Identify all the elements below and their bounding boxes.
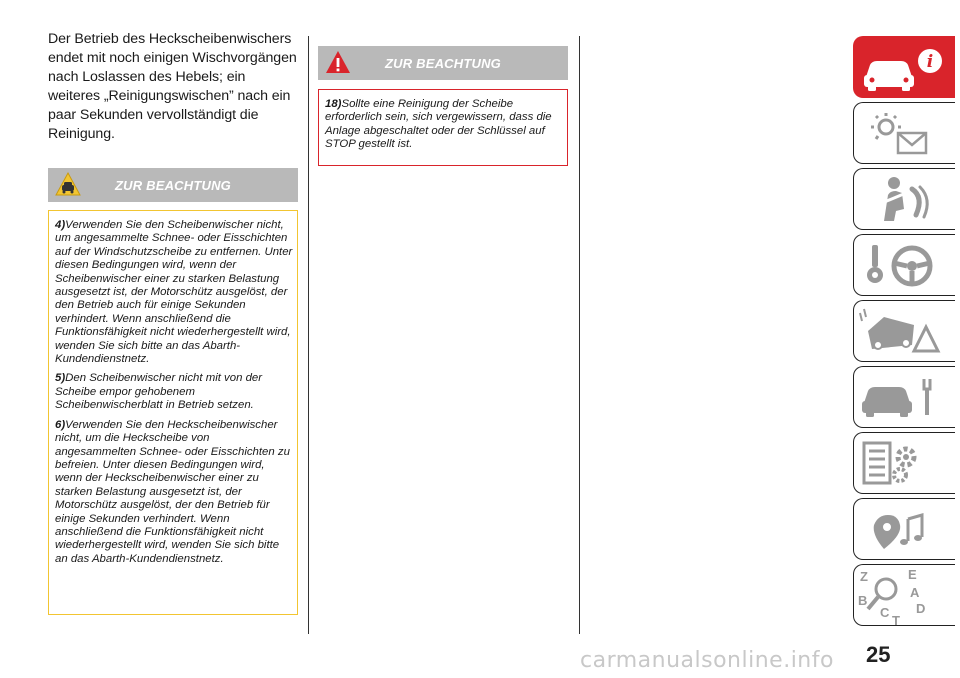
note-heading-left [48,168,298,202]
note-item: 6)Verwenden Sie den Heckscheibenwischer nicht, um die Heckscheibe von angesammelten Schnee- oder Eisschichten zu befreien. Unter diesen Bedingungen wird, wenn der Heckscheibenwischer einer zu starken Belastung ausgesetzt ist, der Motorschütz ausgelöst, der den Betrieb für einige Sekunden verhindert. Wenn anschließend die Funktionsfähigkeit nicht wiederhergestellt wird, wenden Sie sich bitte an das Abarth-Kundendienstnetz. [55,418,290,565]
magnifier-index-icon [854,565,956,627]
note-heading-right [318,46,568,80]
tab-starting-driving[interactable] [853,234,955,296]
tab-index[interactable] [853,564,955,626]
column-divider [308,36,309,634]
seatbelt-passenger-icon [854,169,956,231]
emergency-icon [854,301,956,363]
index-letter: T [892,613,900,627]
note-item: 18)Sollte eine Reinigung der Scheibe erforderlich sein, sich vergewissern, dass die Anlage abgeschaltet oder der Schlüssel auf STOP gestellt ist. [325,98,552,151]
tab-maintenance[interactable] [853,366,955,428]
tab-multimedia[interactable] [853,498,955,560]
note-heading-left-text: ZUR BEACHTUNG [115,177,231,193]
note-item: 5)Den Scheibenwischer nicht mit von der Scheibe empor gehobenem Scheibenwischerblatt in Betrieb setzen. [55,372,263,412]
warning-lights-icon [854,103,956,165]
index-letter: E [908,567,917,582]
index-letter: A [910,585,920,600]
index-letter: C [880,605,890,620]
tab-vehicle-info[interactable] [853,36,955,98]
svg-text:i: i [926,52,934,72]
watermark-text: carmanualsonline.info [580,648,834,673]
car-info-icon [854,37,956,99]
index-letter: D [916,601,926,616]
note-item: 4)Verwenden Sie den Scheibenwischer nicht, um angesammelte Schnee- oder Eisschichten auf der Windschutzscheibe zu entfernen. Unter diesen Bedingungen wird, wenn der Scheibenwischer einer zu starken Belastung ausgesetzt ist, der Motorschütz ausgelöst, der den Betrieb auch für einige Sekunden verhindert. Wenn anschließend die Funktionsfähigkeit nicht wiederhergestellt wird, wenden Sie sich bitte an das Abarth-Kundendienstnetz. [55,219,293,366]
car-wrench-icon [854,367,956,429]
list-gears-icon [854,433,956,495]
multimedia-icon [854,499,956,561]
note-box-right [318,89,568,166]
key-steering-wheel-icon [854,235,956,297]
note-box-left [48,210,298,615]
page-number: 25 [866,642,891,667]
note-heading-right-text: ZUR BEACHTUNG [385,55,501,71]
tab-technical-data[interactable] [853,432,955,494]
tab-emergency[interactable] [853,300,955,362]
left-column [48,30,298,144]
tab-safety[interactable] [853,168,955,230]
index-letter: B [858,593,868,608]
index-letter: Z [860,569,868,584]
intro-paragraph: Der Betrieb des Heckscheibenwischers endet mit noch einigen Wischvorgängen nach Loslassen des Hebels; ein weiteres „Reinigungswischen” nach ein paar Sekunden vervollständigt die Reinigung. [48,31,297,142]
chapter-sidebar [853,0,960,678]
column-divider [579,36,580,634]
tab-warning-lights[interactable] [853,102,955,164]
